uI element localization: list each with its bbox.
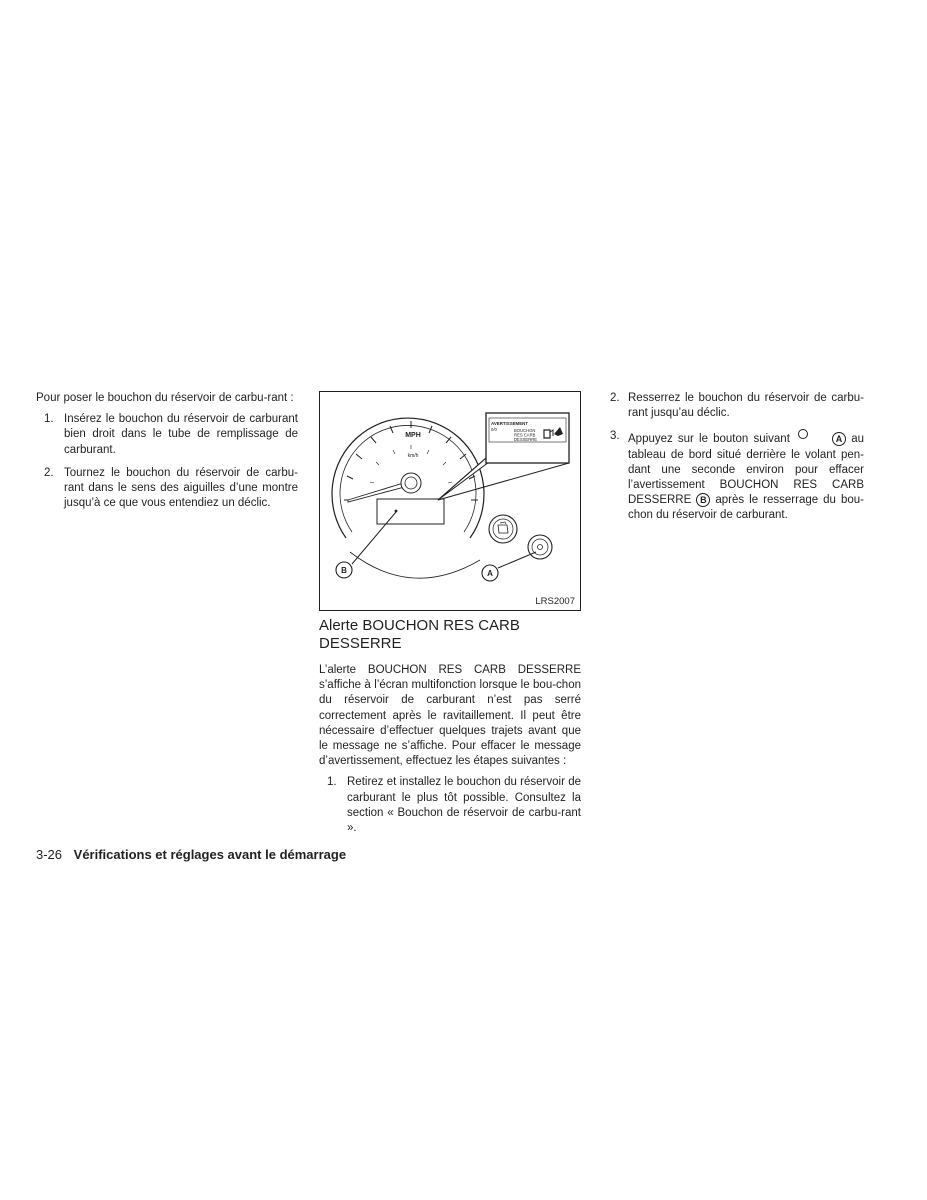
gauge-mph-label: MPH [405, 432, 421, 439]
page-number: 3-26 [36, 847, 63, 862]
instrument-cluster-figure [319, 391, 581, 611]
chapter-title: Vérifications et réglages avant le démarrage [73, 847, 347, 862]
right-column [600, 391, 864, 532]
step-number: 2. [44, 466, 54, 479]
label-b: B [341, 566, 347, 575]
step-number: 2. [610, 392, 620, 404]
cluster-lower-arc [350, 552, 480, 578]
middle-column [319, 391, 581, 836]
intro-text: Pour poser le bouchon du réservoir de carbu-rant : [36, 392, 294, 404]
step-text: Insérez le bouchon du réservoir de carburant bien droit dans le tube de remplissage de carburant. [64, 413, 298, 456]
step-text: Resserrez le bouchon du réservoir de carbu-rant jusqu’au déclic. [628, 392, 864, 420]
cluster-switch-icon [489, 515, 517, 543]
callout-line-3: RES CARB [514, 432, 536, 438]
callout-line-4: DESSERRE [514, 437, 538, 442]
callout-line-1: AVERTISSEMENT [491, 421, 528, 426]
step-text-end: après le resserrage du bou-chon du réservoir de carburant. [628, 494, 865, 522]
gauge-needle [348, 473, 421, 502]
step-text-cont: au tableau de bord situé derrière le volant pen-dant une seconde environ pour effacer l’avertissement BOUCHON RES CARB DESSERRE [628, 433, 864, 507]
reset-button-a-icon [528, 535, 552, 559]
list-item [600, 391, 864, 421]
section-heading: Alerte BOUCHON RES CARB DESSERRE [319, 617, 520, 652]
list-item [36, 466, 298, 512]
step-number: 1. [44, 413, 54, 426]
step-text: Retirez et installez le bouchon du réservoir de carburant le plus tôt possible. Consultez la section « Bouchon de réservoir de carbu-rant ». [347, 776, 581, 835]
gauge-kmh-label: km/h [407, 453, 419, 459]
list-item [36, 412, 298, 458]
multifunction-display [377, 499, 444, 524]
button-ring-icon [798, 429, 808, 439]
ref-a-badge: A [832, 432, 846, 446]
callout-prefix: 0/0 [491, 427, 497, 432]
label-a: A [487, 569, 493, 578]
callout-line-2: BOUCHON [514, 428, 536, 433]
left-column [36, 391, 298, 519]
speedometer-illustration [320, 392, 580, 610]
step-number: 3. [610, 430, 620, 443]
list-item [600, 429, 864, 523]
figure-code: LRS2007 [535, 596, 575, 607]
step-number: 1. [327, 776, 337, 789]
body-paragraph: L’alerte BOUCHON RES CARB DESSERRE s’affiche à l’écran multifonction lorsque le bou-chon du réservoir de carburant n’est pas serré correctement après le ravitaillement. Il peut être nécessaire d’effectuer quelques trajets avant que le message ne s’affiche. Pour effacer le message d’avertissement, effectuez les étapes suivantes : [319, 664, 581, 768]
ref-b-badge: B [696, 493, 710, 507]
list-item [319, 775, 581, 836]
step-text: Appuyez sur le bouton suivant [628, 433, 790, 446]
step-text: Tournez le bouchon du réservoir de carbu-rant dans le sens des aiguilles d’une montre jusqu’à ce que vous entendiez un déclic. [64, 466, 298, 510]
page-footer [36, 847, 346, 862]
